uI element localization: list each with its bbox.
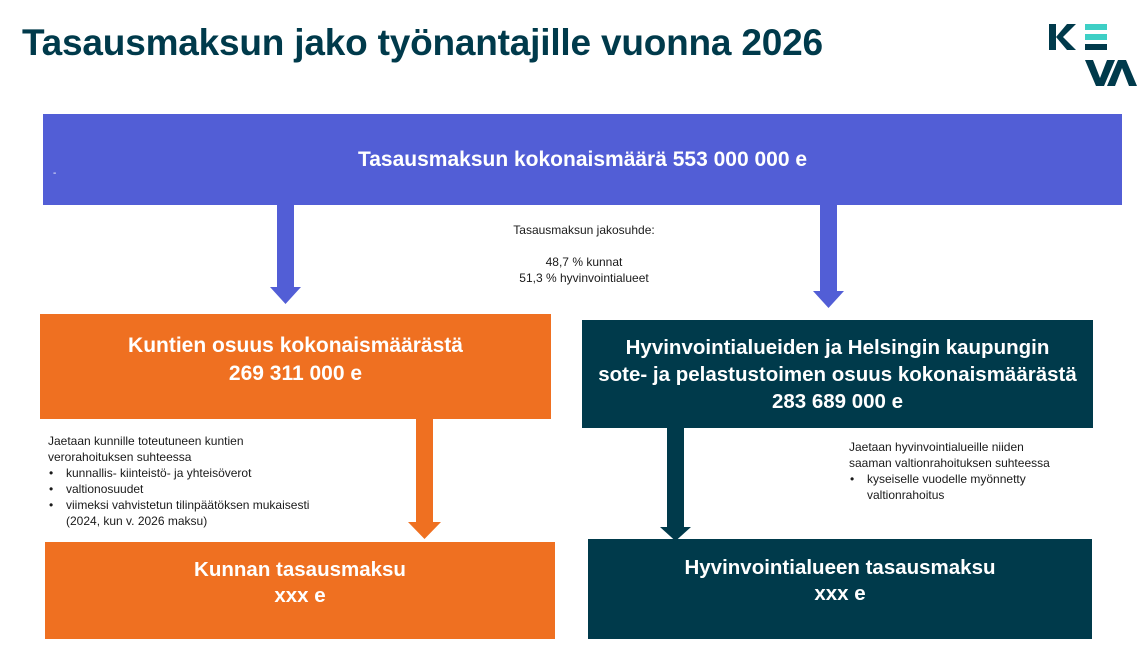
wellbeing-note-intro1: Jaetaan hyvinvointialueille niiden — [849, 440, 1024, 454]
municipal-note-intro2: verorahoituksen suhteessa — [48, 450, 192, 464]
distribution-ratio — [486, 222, 682, 286]
arrow-total-to-wellbeing — [813, 205, 844, 308]
wellbeing-share-amount: 283 689 000 e — [771, 389, 904, 413]
municipal-share-box — [40, 314, 551, 419]
municipal-note-intro1: Jaetaan kunnille toteutuneen kuntien — [48, 434, 244, 448]
wellbeing-note-bullet-text: kyseiselle vuodelle myönnetty — [867, 472, 1026, 486]
ratio-heading: Tasausmaksun jakosuhde: — [513, 223, 655, 237]
municipal-distribution-note — [48, 433, 368, 529]
municipal-note-list — [48, 465, 368, 529]
total-marker: - — [53, 168, 57, 179]
wellbeing-share-line1: Hyvinvointialueiden ja Helsingin kaupungin — [625, 335, 1050, 359]
wellbeing-note-bullet-cont: valtionrahoitus — [867, 488, 945, 502]
arrow-wellbeing-share-to-fee — [660, 428, 691, 541]
wellbeing-fee-label: Hyvinvointialueen tasausmaksu — [684, 556, 996, 579]
municipal-note-bullet: • kunnallis- kiinteistö- ja yhteisöverot — [48, 465, 368, 481]
wellbeing-distribution-note — [849, 439, 1109, 503]
arrow-total-to-municipal — [270, 205, 301, 304]
municipal-share-label: Kuntien osuus kokonaismäärästä — [128, 333, 463, 357]
wellbeing-share-line2: sote- ja pelastustoimen osuus kokonaismäärästä — [598, 362, 1077, 386]
wellbeing-share-box — [582, 320, 1093, 428]
wellbeing-note-intro2: saaman valtionrahoituksen suhteessa — [849, 456, 1050, 470]
municipal-note-bullet: • valtionosuudet — [48, 481, 368, 497]
municipal-fee-box — [45, 542, 555, 639]
total-amount-box — [43, 114, 1122, 205]
municipal-share-amount: 269 311 000 e — [228, 361, 363, 385]
wellbeing-fee-amount: xxx e — [814, 582, 866, 605]
municipal-note-bullet — [48, 497, 368, 529]
municipal-note-bullet-cont: (2024, kun v. 2026 maksu) — [66, 514, 208, 528]
wellbeing-fee-box — [588, 539, 1092, 639]
ratio-wellbeing: 51,3 % hyvinvointialueet — [519, 271, 649, 285]
municipal-fee-amount: xxx e — [274, 583, 326, 607]
total-amount-label: Tasausmaksun kokonaismäärä 553 000 000 e — [357, 147, 808, 171]
arrow-municipal-share-to-fee — [408, 419, 441, 539]
wellbeing-note-bullet — [849, 471, 1109, 503]
page-title: Tasausmaksun jako työnantajille vuonna 2026 — [22, 22, 823, 63]
municipal-fee-label: Kunnan tasausmaksu — [194, 557, 406, 581]
wellbeing-note-list — [849, 471, 1109, 503]
ratio-municipal: 48,7 % kunnat — [545, 255, 623, 269]
municipal-note-bullet-text: viimeksi vahvistetun tilinpäätöksen mukaisesti — [66, 498, 310, 512]
